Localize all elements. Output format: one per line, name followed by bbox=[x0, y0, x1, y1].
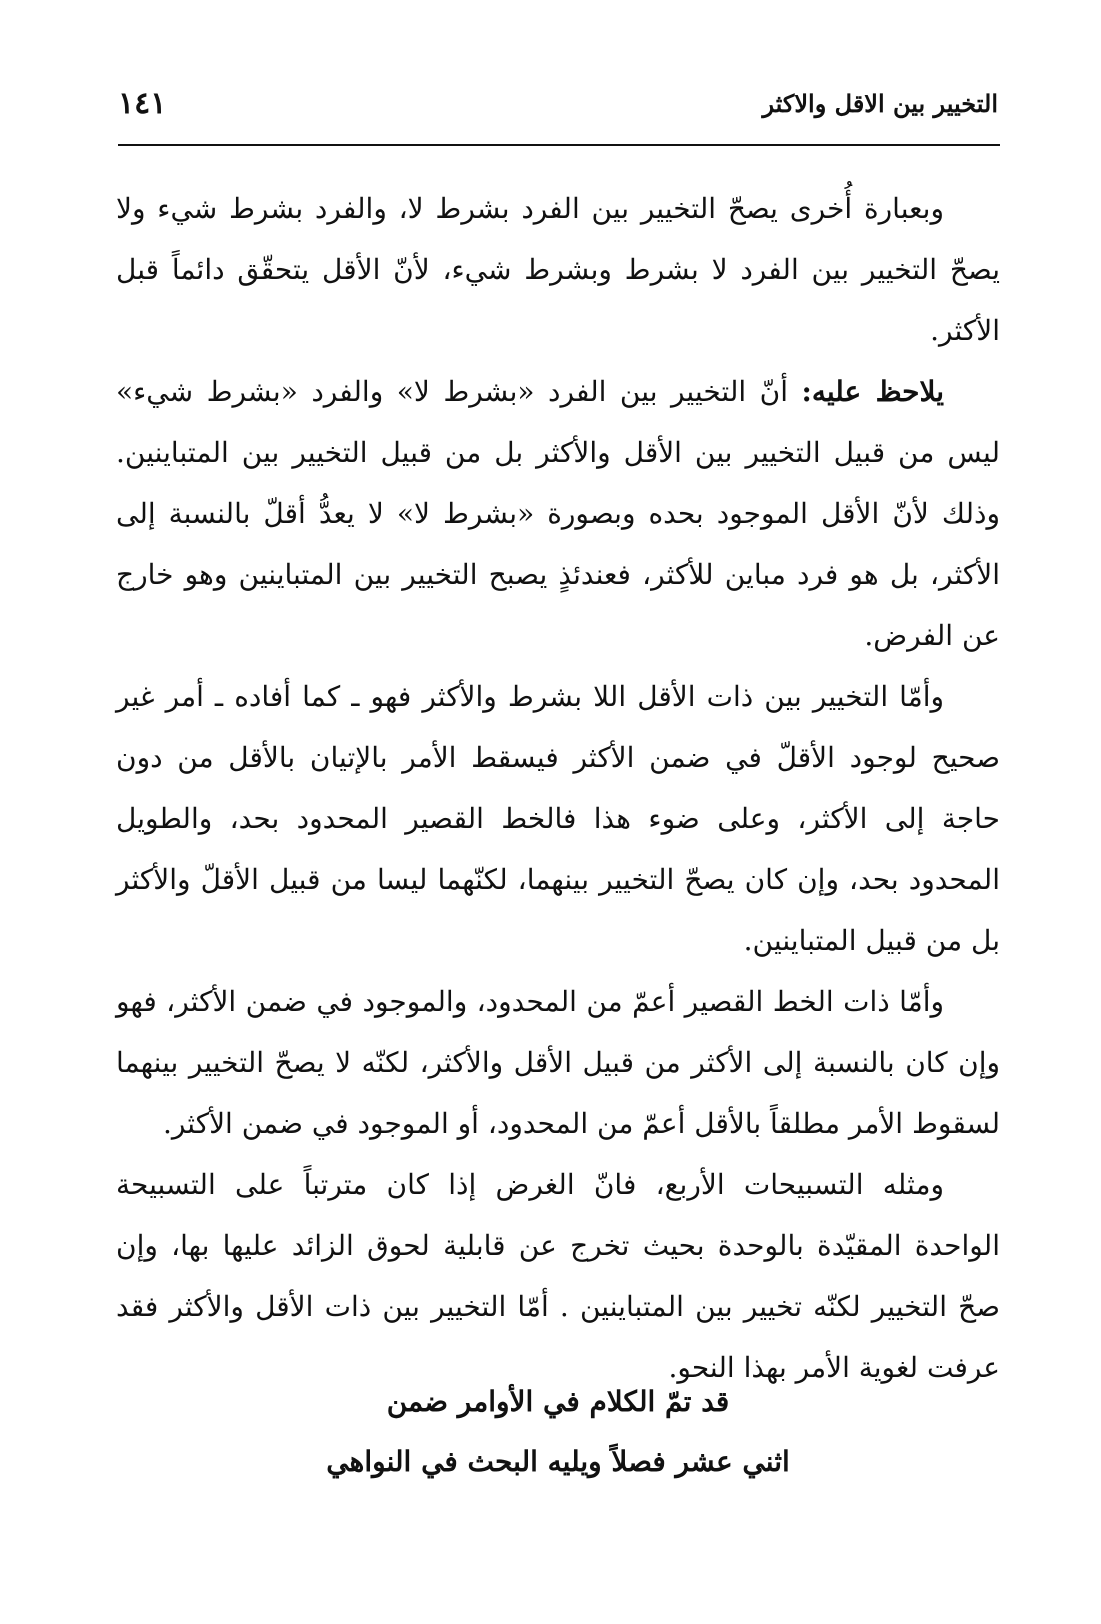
running-title: التخيير بين الاقل والاكثر bbox=[762, 89, 998, 118]
chapter-closing bbox=[116, 1372, 1000, 1492]
paragraph-text: أنّ التخيير بين الفرد «بشرط لا» والفرد «بشرط شيء» ليس من قبيل التخيير بين الأقل والأكثر بل من قبيل التخيير بين المتباينين. وذلك لأنّ الأقل الموجود بحده وبصورة «بشرط لا» لا يعدُّ أقلّ بالنسبة إلى الأكثر، بل هو فرد مباين للأكثر، فعندئذٍ يصبح التخيير بين المتباينين وهو خارج عن الفرض. bbox=[116, 375, 1000, 652]
closing-line-2: اثني عشر فصلاً ويليه البحث في النواهي bbox=[326, 1445, 790, 1478]
paragraph-text: وأمّا التخيير بين ذات الأقل اللا بشرط والأكثر فهو ـ كما أفاده ـ أمر غير صحيح لوجود الأقلّ في ضمن الأكثر فيسقط الأمر بالإتيان بالأقل من دون حاجة إلى الأكثر، وعلى ضوء هذا فالخط القصير المحدود بحد، والطويل المحدود بحد، وإن كان يصحّ التخيير بينهما، لكنّهما ليسا من قبيل الأقلّ والأكثر بل من قبيل المتباينين. bbox=[116, 680, 1000, 957]
paragraph-5 bbox=[116, 1154, 1000, 1398]
header-divider bbox=[118, 144, 1000, 146]
paragraph-text: ومثله التسبيحات الأربع، فانّ الغرض إذا كان مترتباً على التسبيحة الواحدة المقيّدة بالوحدة بحيث تخرج عن قابلية لحوق الزائد عليها بها، وإن صحّ التخيير لكنّه تخيير بين المتباينين . أمّا التخيير بين ذات الأقل والأكثر فقد عرفت لغوية الأمر بهذا النحو. bbox=[116, 1168, 1000, 1384]
paragraph-1 bbox=[116, 178, 1000, 361]
body-text bbox=[116, 178, 1000, 1398]
closing-line-1: قد تمّ الكلام في الأوامر ضمن bbox=[386, 1385, 730, 1418]
page-header bbox=[118, 84, 998, 128]
paragraph-2 bbox=[116, 361, 1000, 666]
paragraph-text: وأمّا ذات الخط القصير أعمّ من المحدود، والموجود في ضمن الأكثر، فهو وإن كان بالنسبة إلى الأكثر من قبيل الأقل والأكثر، لكنّه لا يصحّ التخيير بينهما لسقوط الأمر مطلقاً بالأقل أعمّ من المحدود، أو الموجود في ضمن الأكثر. bbox=[116, 985, 1000, 1140]
page-number: ١٤١ bbox=[118, 86, 167, 121]
paragraph-4 bbox=[116, 971, 1000, 1154]
paragraph-text: وبعبارة أُخرى يصحّ التخيير بين الفرد بشرط لا، والفرد بشرط شيء ولا يصحّ التخيير بين الفرد لا بشرط وبشرط شيء، لأنّ الأقل يتحقّق دائماً قبل الأكثر. bbox=[116, 192, 1000, 347]
paragraph-3 bbox=[116, 666, 1000, 971]
paragraph-lead: يلاحظ عليه: bbox=[801, 375, 944, 408]
